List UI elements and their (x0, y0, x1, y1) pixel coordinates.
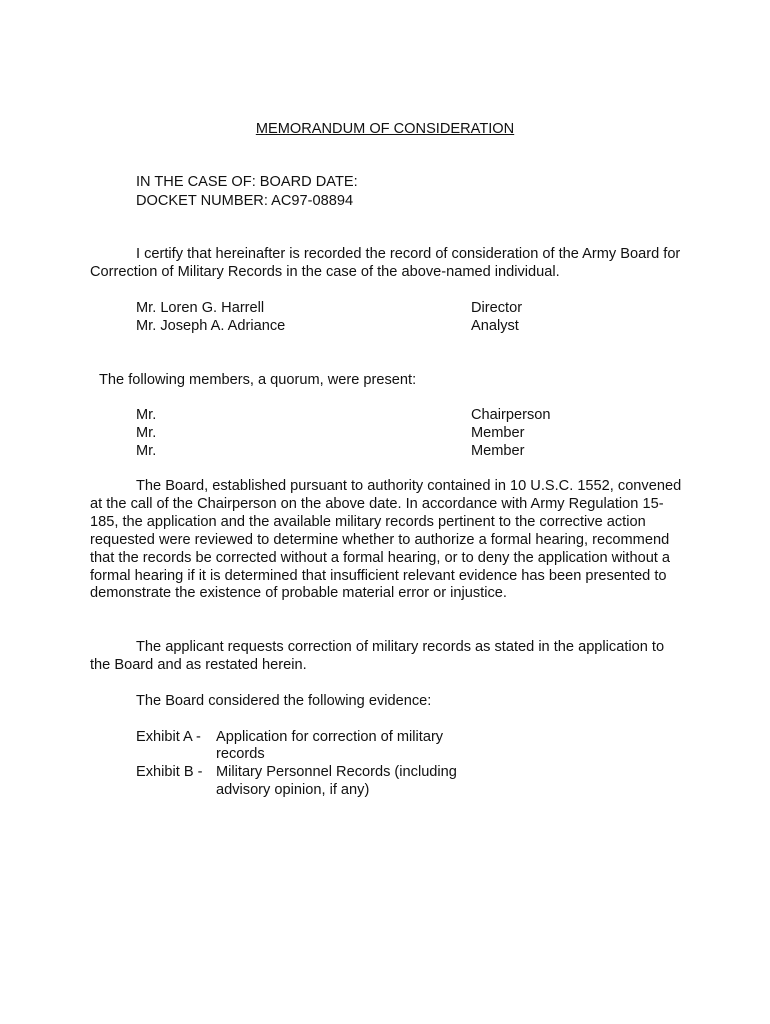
member-name: Mr. (136, 425, 157, 441)
exhibit-description-continued: advisory opinion, if any) (216, 782, 370, 798)
member-name: Mr. (136, 407, 157, 423)
docket-number-line: DOCKET NUMBER: AC97-08894 (136, 193, 354, 209)
member-role: Member (471, 443, 525, 459)
applicant-request-paragraph: The applicant requests correction of military records as stated in the application to the Board and as restated herein. (90, 639, 665, 673)
staff-role: Analyst (471, 318, 519, 334)
staff-role: Director (471, 300, 523, 316)
member-role: Member (471, 425, 525, 441)
exhibit-description: Military Personnel Records (including (216, 764, 457, 780)
staff-name: Mr. Loren G. Harrell (136, 300, 265, 316)
certification-paragraph: I certify that hereinafter is recorded the record of consideration of the Army Board for Correction of Military Records in the case of the above-named individual. (90, 246, 681, 280)
member-role: Chairperson (471, 407, 551, 423)
case-line: IN THE CASE OF: BOARD DATE: (136, 174, 358, 190)
staff-name: Mr. Joseph A. Adriance (136, 318, 286, 334)
exhibit-description-continued: records (216, 746, 265, 762)
exhibit-label: Exhibit B - (136, 764, 203, 780)
evidence-intro: The Board considered the following evidence: (136, 693, 432, 709)
exhibit-description: Application for correction of military (216, 729, 444, 745)
quorum-statement: The following members, a quorum, were present: (99, 372, 417, 388)
exhibit-label: Exhibit A - (136, 729, 201, 745)
memo-title: MEMORANDUM OF CONSIDERATION (255, 121, 515, 137)
member-name: Mr. (136, 443, 157, 459)
board-authority-paragraph: The Board, established pursuant to authority contained in 10 U.S.C. 1552, convened at the call of the Chairperson on the above date. In accordance with Army Regulation 15-185, the application and the available military records pertinent to the corrective action requested were reviewed to determine whether to authorize a formal hearing, recommend that the records be corrected without a formal hearing, or to deny the application without a formal hearing if it is determined that insufficient relevant evidence has been presented to demonstrate the existence of probable material error or injustice. (90, 478, 682, 602)
